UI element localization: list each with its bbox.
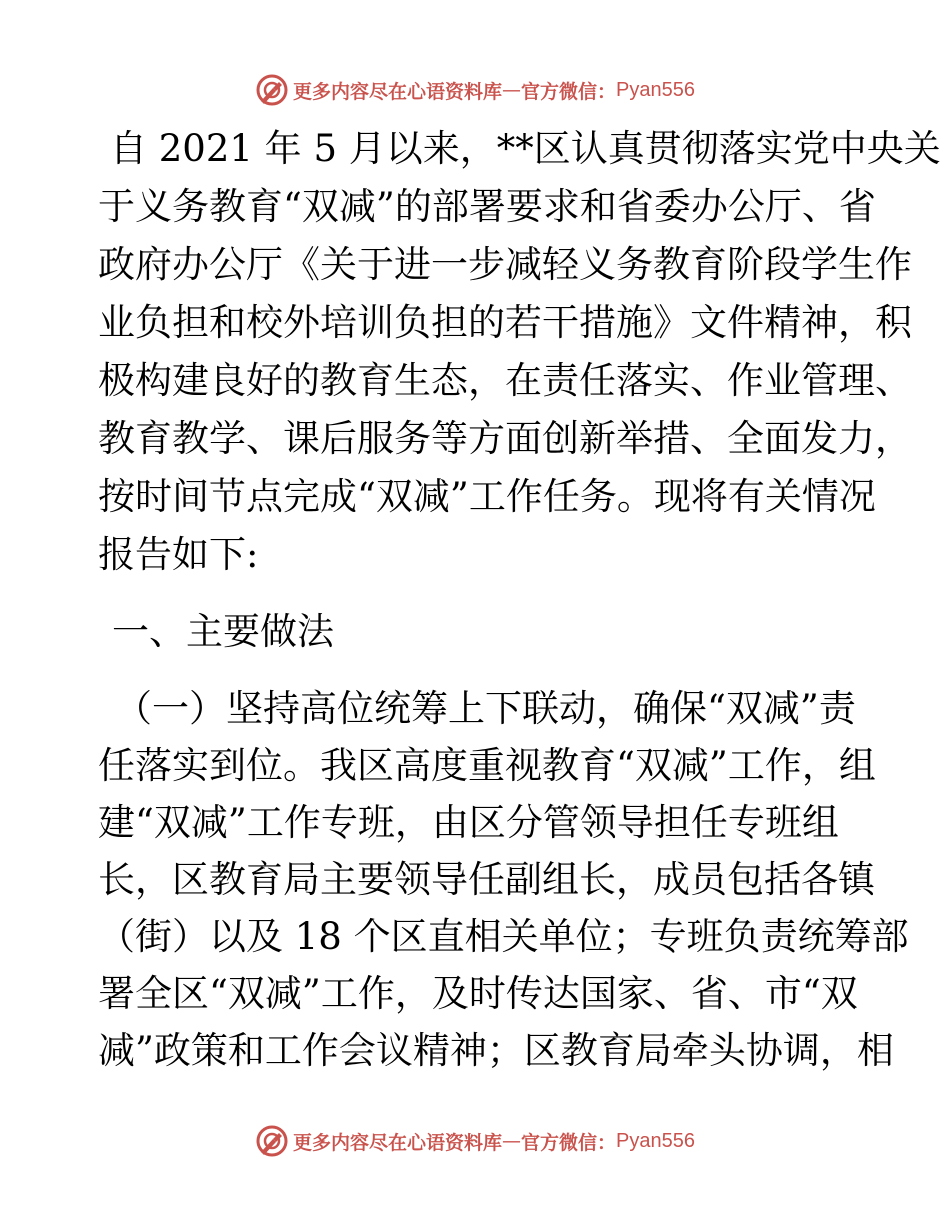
body-line: （街）以及 18 个区直相关单位；专班负责统筹部 [98, 915, 909, 958]
watermark-contact-label: 官方微信： [521, 1131, 617, 1154]
body-line: 按时间节点完成“双减”工作任务。现将有关情况 [98, 475, 876, 518]
body-line: 署全区“双减”工作，及时传达国家、省、市“双 [98, 972, 858, 1015]
watermark-contact-id: Pyan556 [616, 1129, 695, 1152]
watermark-text: 更多内容尽在心语资料库 [293, 80, 503, 103]
watermark-contact-label: 官方微信： [521, 80, 617, 103]
body-line: 报告如下: [98, 533, 259, 576]
watermark-contact-id: Pyan556 [616, 78, 695, 101]
watermark-separator: — [502, 1130, 522, 1152]
body-line: 政府办公厅《关于进一步减轻义务教育阶段学生作 [98, 243, 912, 286]
logo-icon [255, 1124, 289, 1158]
body-line: 极构建良好的教育生态，在责任落实、作业管理、 [98, 359, 912, 402]
footer-watermark [0, 1121, 950, 1161]
watermark-text: 更多内容尽在心语资料库 [293, 1131, 503, 1154]
subsection-heading: （一）坚持高位统筹上下联动，确保“双减”责 [115, 687, 856, 730]
section-heading: 一、主要做法 [112, 610, 334, 653]
body-line: 教育教学、课后服务等方面创新举措、全面发力， [98, 417, 912, 460]
body-line: 长，区教育局主要领导任副组长，成员包括各镇 [98, 858, 875, 901]
watermark-separator: — [502, 79, 522, 101]
logo-icon [255, 73, 289, 107]
body-line: 任落实到位。我区高度重视教育“双减”工作，组 [98, 744, 876, 787]
body-line: 减”政策和工作会议精神；区教育局牵头协调，相 [98, 1029, 894, 1072]
body-line: 业负担和校外培训负担的若干措施》文件精神，积 [98, 301, 912, 344]
body-line: 自 2021 年 5 月以来，**区认真贯彻落实党中央关 [110, 127, 941, 170]
header-watermark [0, 70, 950, 110]
body-line: 于义务教育“双减”的部署要求和省委办公厅、省 [98, 185, 876, 228]
body-line: 建“双减”工作专班，由区分管领导担任专班组 [98, 801, 839, 844]
